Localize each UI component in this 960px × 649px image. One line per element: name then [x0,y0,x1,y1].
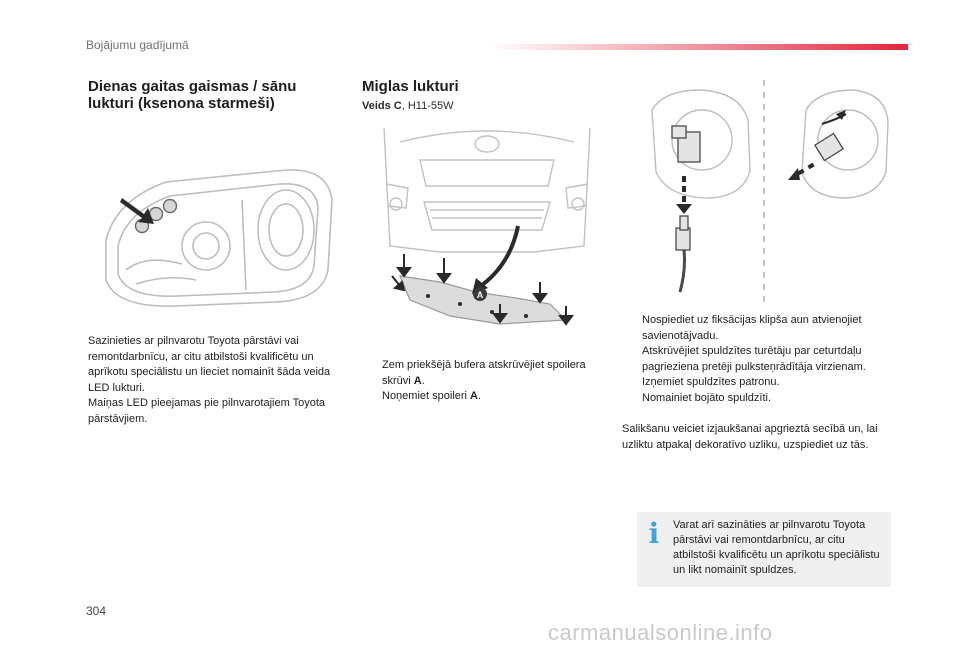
list-item [622,313,890,344]
info-box [637,512,891,587]
step-text: Noņemiet spoileri [382,390,471,402]
variant-label: Veids C [362,100,402,112]
col1-paragraph: Sazinieties ar pilnvarotu Toyota pārstāvi vai remontdarbnīcu, ar citu atbilstoši kvalificētu un aprīkotu speciālistu un lieciet nomainīt šāda veida LED lukturi. [88,335,331,394]
fog-lamp-illustration [640,80,890,302]
col1-heading: Dienas gaitas gaismas / sānu lukturi (ksenona starmeši) [88,78,297,112]
section-title: Bojājumu gadījumā [86,38,189,52]
step-text: Zem priekšējā bufera atskrūvējiet spoilera skrūvi [382,359,586,387]
info-icon: i [648,517,660,550]
list-item [622,375,890,391]
step-tail: . [421,374,425,387]
watermark: carmanualsonline.info [548,620,773,645]
col1-body [88,334,338,427]
col2-steps [362,358,612,405]
callout-a: A [476,290,484,300]
step-text: Nomainiet bojāto spuldzīti. [642,391,772,404]
step-bold: A [470,390,478,402]
bumper-illustration [380,126,594,336]
step-text: Atskrūvējiet spuldzītes turētāju par ceturtdaļu pagrieziena pretēji pulksteņrādītāja virzienam. [642,345,866,373]
info-text: Varat arī sazināties ar pilnvarotu Toyota pārstāvi vai remontdarbnīcu, ar citu atbilstoši kvalificētu un aprīkotu speciālistu un likt nomainīt spuldzes. [673,519,880,576]
list-item [622,391,890,407]
col1-paragraph: Maiņas LED pieejamas pie pilnvarotajiem Toyota pārstāvjiem. [88,397,326,425]
reassembly-note: Salikšanu veiciet izjaukšanai apgrieztā secībā un, lai uzliktu atpakaļ dekoratīvo uzliku, uzspiediet uz tās. [622,423,878,451]
list-item [622,344,890,375]
header-accent-bar [488,44,908,50]
page-number: 304 [86,604,107,618]
variant-value: , H11-55W [401,100,454,112]
variant-line [362,100,454,112]
col3-steps [622,313,890,406]
headlamp-illustration [96,160,346,315]
step-text: Izņemiet spuldzītes patronu. [642,376,780,388]
list-item [362,389,612,405]
step-tail: . [478,390,482,402]
list-item [362,358,612,389]
step-text: Nospiediet uz fiksācijas klipša aun atvienojiet savienotājvadu. [642,314,862,342]
col2-heading: Miglas lukturi [362,78,459,95]
step-bold: A [413,374,422,387]
